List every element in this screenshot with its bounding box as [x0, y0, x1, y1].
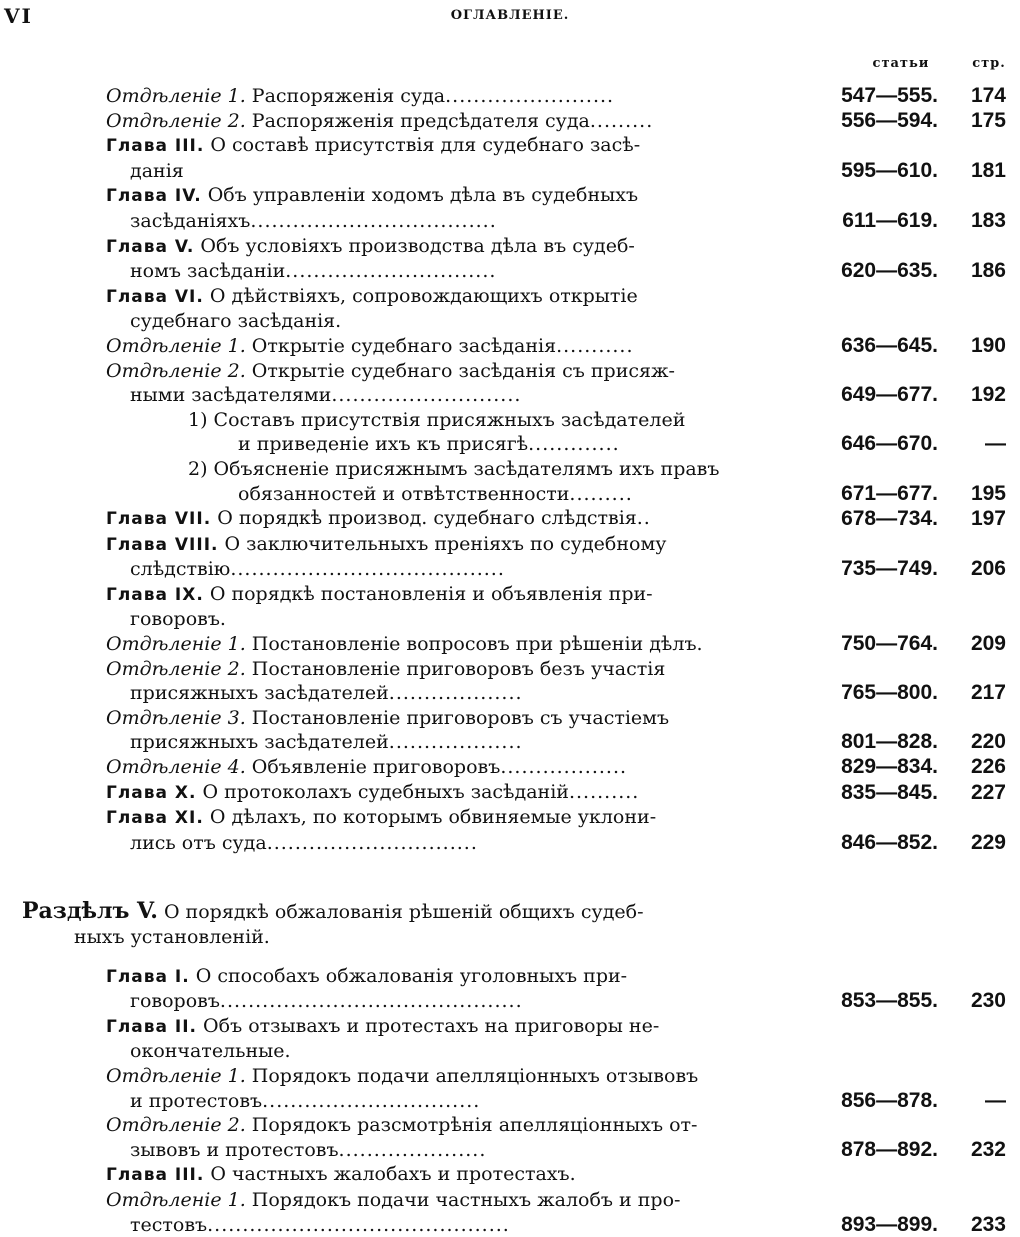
entry-text: 1) Составъ присутствія присяжныхъ засѣдателей	[188, 408, 686, 431]
toc-entry	[0, 632, 1020, 657]
toc-entry	[0, 84, 1020, 109]
toc-entry	[0, 1113, 1020, 1162]
part-heading	[0, 899, 1020, 949]
entry-text: О дѣлахъ, по которымъ обвиняемые уклони-	[203, 806, 657, 829]
entry-page: —	[985, 432, 1006, 456]
entry-page: 209	[970, 632, 1006, 656]
dot-leader: .....................	[338, 1138, 487, 1161]
entry-label: Глава I.	[106, 966, 190, 987]
entry-label: Глава II.	[106, 1016, 198, 1037]
toc-entry	[0, 284, 1020, 334]
table-of-contents	[0, 84, 1020, 1237]
toc-entry	[0, 1064, 1020, 1113]
dot-leader: ..	[636, 507, 651, 530]
entry-text: Распоряженія суда	[245, 85, 446, 107]
entry-articles: 801—828.	[841, 730, 938, 754]
toc-entry	[0, 706, 1020, 755]
dot-leader: ...................................	[250, 209, 497, 232]
dot-leader: ...........................	[331, 384, 522, 407]
dot-leader: .............	[528, 433, 620, 456]
entry-continuation: данія	[130, 159, 184, 182]
toc-entry	[0, 755, 1020, 780]
dot-leader: ........................	[445, 85, 615, 107]
entry-page: 226	[970, 755, 1006, 779]
entry-label: Отдѣленіе 1.	[106, 1188, 246, 1211]
entry-continuation: обязанностей и отвѣтственности	[238, 482, 570, 505]
entry-articles: 556—594.	[841, 108, 938, 132]
entry-articles: 649—677.	[841, 383, 938, 407]
column-header-articles: статьи	[872, 56, 930, 71]
entry-label: Отдѣленіе 1.	[106, 85, 246, 107]
entry-text: Порядокъ подачи апелляціонныхъ отзывовъ	[245, 1064, 699, 1087]
entry-text: 2) Объясненіе присяжнымъ засѣдателямъ ихъ правъ	[188, 457, 720, 480]
entry-label: Глава IV.	[106, 186, 202, 207]
entry-label: Глава V.	[106, 236, 195, 257]
entry-label: Глава X.	[106, 782, 197, 803]
entry-label: Глава VI.	[106, 286, 204, 307]
entry-label: Глава VII.	[106, 509, 212, 530]
entry-text: Открытіе судебнаго засѣданія	[245, 334, 557, 357]
entry-page: 197	[970, 507, 1006, 531]
toc-entry	[0, 1162, 1020, 1188]
entry-articles: 646—670.	[841, 432, 938, 456]
part-text: О порядкѣ обжалованія рѣшеній общихъ судеб-	[157, 901, 644, 924]
dot-leader: .......................................	[230, 558, 505, 581]
entry-continuation: и приведеніе ихъ къ присягѣ	[238, 433, 529, 456]
entry-text: О протоколахъ судебныхъ засѣданій	[196, 780, 569, 803]
entry-label: Отдѣленіе 2.	[106, 657, 246, 680]
entry-continuation: и протестовъ	[130, 1089, 263, 1112]
entry-label: Глава VIII.	[106, 534, 219, 555]
entry-articles: 750—764.	[841, 632, 938, 656]
toc-entry	[0, 1014, 1020, 1064]
toc-entry	[0, 582, 1020, 632]
entry-text: О порядкѣ производ. судебнаго слѣдствія	[211, 507, 637, 530]
entry-articles: 595—610.	[841, 158, 938, 182]
toc-entry	[0, 532, 1020, 582]
entry-articles: 846—852.	[841, 830, 938, 854]
entry-label: Глава III.	[106, 1165, 205, 1186]
toc-entry	[0, 334, 1020, 359]
entry-label: Глава XI.	[106, 808, 204, 829]
entry-text: Постановленіе вопросовъ при рѣшеніи дѣлъ.	[245, 633, 703, 656]
dot-leader: ..................	[500, 756, 628, 779]
toc-entry	[0, 408, 1020, 457]
toc-entry	[0, 780, 1020, 806]
toc-entry	[0, 133, 1020, 183]
toc-entry	[0, 657, 1020, 706]
entry-page: 175	[970, 108, 1006, 132]
entry-text: Постановленіе приговоровъ безъ участія	[245, 657, 666, 680]
entry-continuation: лись отъ суда	[130, 831, 267, 854]
entry-text: Распоряженія предсѣдателя суда	[245, 109, 590, 132]
entry-text: Открытіе судебнаго засѣданія съ присяж-	[245, 359, 675, 382]
toc-entry	[0, 805, 1020, 855]
entry-text: Порядокъ подачи частныхъ жалобъ и про-	[245, 1188, 681, 1211]
entry-articles: 765—800.	[841, 681, 938, 705]
entry-text: О дѣйствіяхъ, сопровождающихъ открытіе	[203, 284, 638, 307]
entry-text: Объ условіяхъ производства дѣла въ судеб-	[194, 234, 635, 257]
entry-page: 220	[970, 730, 1006, 754]
dot-leader: ...........	[556, 334, 634, 357]
dot-leader: ..............................	[266, 831, 478, 854]
entry-articles: 620—635.	[841, 259, 938, 283]
entry-label: Отдѣленіе 1.	[106, 1064, 246, 1087]
entry-page: 192	[970, 383, 1006, 407]
toc-entry	[0, 1188, 1020, 1237]
entry-continuation: засѣданіяхъ	[130, 209, 251, 232]
entry-text: Объ управленіи ходомъ дѣла въ судебныхъ	[201, 184, 639, 207]
toc-entry	[0, 109, 1020, 134]
entry-label: Отдѣленіе 2.	[106, 1114, 246, 1137]
entry-text: О частныхъ жалобахъ и протестахъ.	[204, 1163, 576, 1186]
toc-entry	[0, 183, 1020, 233]
entry-text: О порядкѣ постановленія и объявленія при-	[203, 582, 653, 605]
entry-page: 217	[970, 681, 1006, 705]
entry-continuation: говоровъ.	[130, 608, 226, 631]
entry-label: Отдѣленіе 3.	[106, 706, 246, 729]
entry-page: 195	[970, 481, 1006, 505]
entry-articles: 856—878.	[841, 1088, 938, 1112]
dot-leader: ...........................................	[207, 1213, 510, 1236]
toc-entry	[0, 457, 1020, 506]
entry-continuation: присяжныхъ засѣдателей	[130, 731, 389, 754]
entry-continuation: зывовъ и протестовъ	[130, 1138, 339, 1161]
dot-leader: ...............................	[262, 1089, 481, 1112]
dot-leader: ...................	[388, 682, 523, 705]
entry-page: 186	[970, 259, 1006, 283]
dot-leader: ...................	[388, 731, 523, 754]
entry-label: Отдѣленіе 4.	[106, 756, 246, 779]
entry-continuation: слѣдствію	[130, 558, 231, 581]
entry-continuation: номъ засѣданіи	[130, 260, 286, 283]
entry-text: Порядокъ разсмотрѣнія апелляціонныхъ от-	[245, 1114, 698, 1137]
entry-continuation: тестовъ	[130, 1213, 208, 1236]
entry-text: О заключительныхъ преніяхъ по судебному	[218, 532, 667, 555]
entry-continuation: присяжныхъ засѣдателей	[130, 682, 389, 705]
toc-entry	[0, 234, 1020, 284]
entry-articles: 547—555.	[841, 84, 938, 107]
entry-articles: 893—899.	[841, 1212, 938, 1236]
entry-articles: 835—845.	[841, 780, 938, 804]
entry-page: 233	[970, 1212, 1006, 1236]
entry-articles: 671—677.	[841, 481, 938, 505]
entry-text: Постановленіе приговоровъ съ участіемъ	[245, 706, 670, 729]
entry-page: 206	[970, 557, 1006, 581]
entry-text: Объявленіе приговоровъ	[245, 756, 501, 779]
toc-entry	[0, 359, 1020, 408]
entry-label: Отдѣленіе 1.	[106, 633, 246, 656]
entry-page: —	[985, 1088, 1006, 1112]
toc-entry	[0, 506, 1020, 532]
dot-leader: ...........................................	[219, 990, 523, 1013]
dot-leader: ..........	[568, 780, 640, 803]
entry-page: 183	[970, 208, 1006, 232]
entry-page: 229	[970, 830, 1006, 854]
entry-page: 181	[970, 158, 1006, 182]
entry-articles: 853—855.	[841, 989, 938, 1013]
entry-label: Глава III.	[106, 136, 205, 157]
entry-text: О составѣ присутствія для судебнаго засѣ-	[204, 134, 641, 157]
running-title: ОГЛАВЛЕНІЕ.	[450, 8, 570, 23]
entry-label: Отдѣленіе 2.	[106, 359, 246, 382]
entry-label: Глава IX.	[106, 584, 204, 605]
entry-page: 190	[970, 333, 1006, 357]
entry-page: 174	[970, 84, 1006, 107]
entry-continuation: ными засѣдателями	[130, 384, 332, 407]
entry-label: Отдѣленіе 1.	[106, 334, 246, 357]
entry-continuation: судебнаго засѣданія.	[130, 310, 342, 333]
dot-leader: .........	[569, 482, 633, 505]
entry-articles: 636—645.	[841, 333, 938, 357]
toc-entry	[0, 964, 1020, 1014]
entry-articles: 878—892.	[841, 1137, 938, 1161]
part-label: Раздѣлъ V.	[22, 898, 158, 925]
entry-continuation: говоровъ	[130, 990, 220, 1013]
part-continuation: ныхъ установленій.	[74, 926, 270, 948]
page-number: VI	[4, 4, 33, 28]
entry-text: Объ отзывахъ и протестахъ на приговоры не-	[197, 1014, 660, 1037]
entry-text: О способахъ обжалованія уголовныхъ при-	[189, 964, 628, 987]
entry-articles: 829—834.	[841, 755, 938, 779]
entry-continuation: окончательные.	[130, 1040, 291, 1063]
entry-articles: 611—619.	[842, 208, 938, 232]
column-header-page: стр.	[972, 56, 1006, 71]
entry-label: Отдѣленіе 2.	[106, 109, 246, 132]
entry-page: 232	[970, 1137, 1006, 1161]
entry-page: 227	[970, 780, 1006, 804]
dot-leader: .........	[589, 109, 654, 132]
entry-articles: 735—749.	[841, 557, 938, 581]
entry-articles: 678—734.	[841, 507, 938, 531]
entry-page: 230	[970, 989, 1006, 1013]
dot-leader: ..............................	[285, 260, 497, 283]
